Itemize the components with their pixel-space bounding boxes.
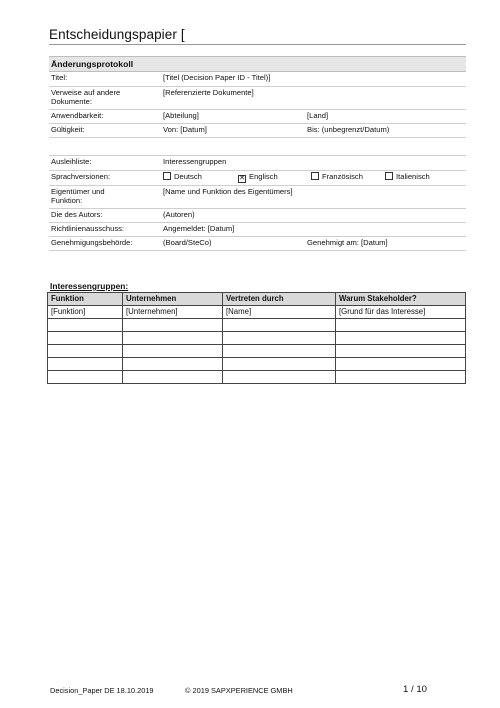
- table-cell[interactable]: [123, 332, 223, 345]
- owner-label: Eigentümer und Funktion:: [51, 187, 105, 206]
- languages-row: [49, 171, 466, 186]
- change-log-heading: Änderungsprotokoll: [49, 56, 466, 72]
- checked-checkbox-icon[interactable]: ✕: [239, 175, 245, 182]
- title-label: Titel:: [51, 73, 68, 82]
- table-cell[interactable]: [223, 332, 336, 345]
- committee-row: [49, 223, 466, 237]
- change-log-section: [49, 56, 466, 138]
- table-cell[interactable]: [223, 358, 336, 371]
- table-cell[interactable]: [336, 345, 466, 358]
- committee-label: Richtlinienausschuss:: [51, 224, 125, 233]
- table-cell[interactable]: [336, 319, 466, 332]
- author-row: [49, 209, 466, 223]
- document-title: Entscheidungspapier [: [49, 27, 185, 42]
- footer-doc-reference: Decision_Paper DE 18.10.2019: [50, 686, 154, 695]
- language-option-franzoesisch[interactable]: Französisch: [311, 172, 363, 181]
- table-cell[interactable]: [Name]: [223, 306, 336, 319]
- table-row: [48, 371, 466, 384]
- details-section: [49, 155, 466, 251]
- table-cell[interactable]: [223, 345, 336, 358]
- references-row: [49, 87, 466, 110]
- validity-row: [49, 124, 466, 138]
- owner-value: [Name und Funktion des Eigentümers]: [163, 187, 293, 196]
- table-cell[interactable]: [48, 319, 123, 332]
- title-row: [49, 72, 466, 87]
- authority-value: (Board/SteCo): [163, 238, 212, 247]
- table-cell[interactable]: [336, 371, 466, 384]
- checkbox-icon[interactable]: [311, 172, 319, 180]
- table-cell[interactable]: [48, 371, 123, 384]
- applicability-label: Anwendbarkeit:: [51, 111, 104, 120]
- column-header: Warum Stakeholder?: [336, 293, 466, 306]
- table-cell[interactable]: [Grund für das Interesse]: [336, 306, 466, 319]
- table-cell[interactable]: [123, 371, 223, 384]
- column-header: Vertreten durch: [223, 293, 336, 306]
- author-label: Die des Autors:: [51, 210, 103, 219]
- table-cell[interactable]: [123, 345, 223, 358]
- stakeholders-title: Interessengruppen:: [50, 281, 129, 291]
- table-cell[interactable]: [223, 371, 336, 384]
- table-cell[interactable]: [123, 358, 223, 371]
- column-header: Unternehmen: [123, 293, 223, 306]
- applicability-row: [49, 110, 466, 124]
- references-label: Verweise auf andere Dokumente:: [51, 88, 121, 107]
- table-cell[interactable]: [48, 345, 123, 358]
- table-header-row: [48, 293, 466, 306]
- table-cell[interactable]: [Unternehmen]: [123, 306, 223, 319]
- table-row: [48, 332, 466, 345]
- title-divider: [49, 44, 466, 45]
- checkbox-icon[interactable]: [163, 172, 171, 180]
- table-row: [48, 306, 466, 319]
- distribution-label: Ausleihliste:: [51, 157, 92, 166]
- footer-copyright: © 2019 SAPXPERIENCE GMBH: [185, 686, 293, 695]
- table-cell[interactable]: [336, 358, 466, 371]
- column-header: Funktion: [48, 293, 123, 306]
- committee-value: Angemeldet: [Datum]: [163, 224, 235, 233]
- authority-label: Genehmigungsbehörde:: [51, 238, 133, 247]
- table-cell[interactable]: [48, 332, 123, 345]
- references-value: [Referenzierte Dokumente]: [163, 88, 254, 97]
- authority-approved-date: Genehmigt am: [Datum]: [307, 238, 388, 247]
- page-number: 1 / 10: [403, 684, 428, 695]
- table-cell[interactable]: [223, 319, 336, 332]
- distribution-row: [49, 156, 466, 171]
- distribution-value: Interessengruppen: [163, 157, 227, 166]
- applicability-department: [Abteilung]: [163, 111, 199, 120]
- checkbox-icon[interactable]: [385, 172, 393, 180]
- language-option-italienisch[interactable]: Italienisch: [385, 172, 430, 181]
- authority-row: [49, 237, 466, 251]
- applicability-country: [Land]: [307, 111, 329, 120]
- owner-row: [49, 186, 466, 209]
- stakeholders-table: [47, 292, 466, 384]
- table-row: [48, 345, 466, 358]
- table-cell[interactable]: [123, 319, 223, 332]
- title-value: [Titel (Decision Paper ID - Titel)]: [163, 73, 271, 82]
- table-cell[interactable]: [48, 358, 123, 371]
- table-row: [48, 319, 466, 332]
- author-value: (Autoren): [163, 210, 195, 219]
- validity-to: Bis: (unbegrenzt/Datum): [307, 125, 390, 134]
- language-option-deutsch[interactable]: Deutsch: [163, 172, 202, 181]
- validity-label: Gültigkeit:: [51, 125, 85, 134]
- validity-from: Von: [Datum]: [163, 125, 207, 134]
- languages-label: Sprachversionen:: [51, 172, 111, 181]
- table-cell[interactable]: [336, 332, 466, 345]
- table-cell[interactable]: [Funktion]: [48, 306, 123, 319]
- table-row: [48, 358, 466, 371]
- language-option-englisch[interactable]: ✕ Englisch: [239, 172, 278, 182]
